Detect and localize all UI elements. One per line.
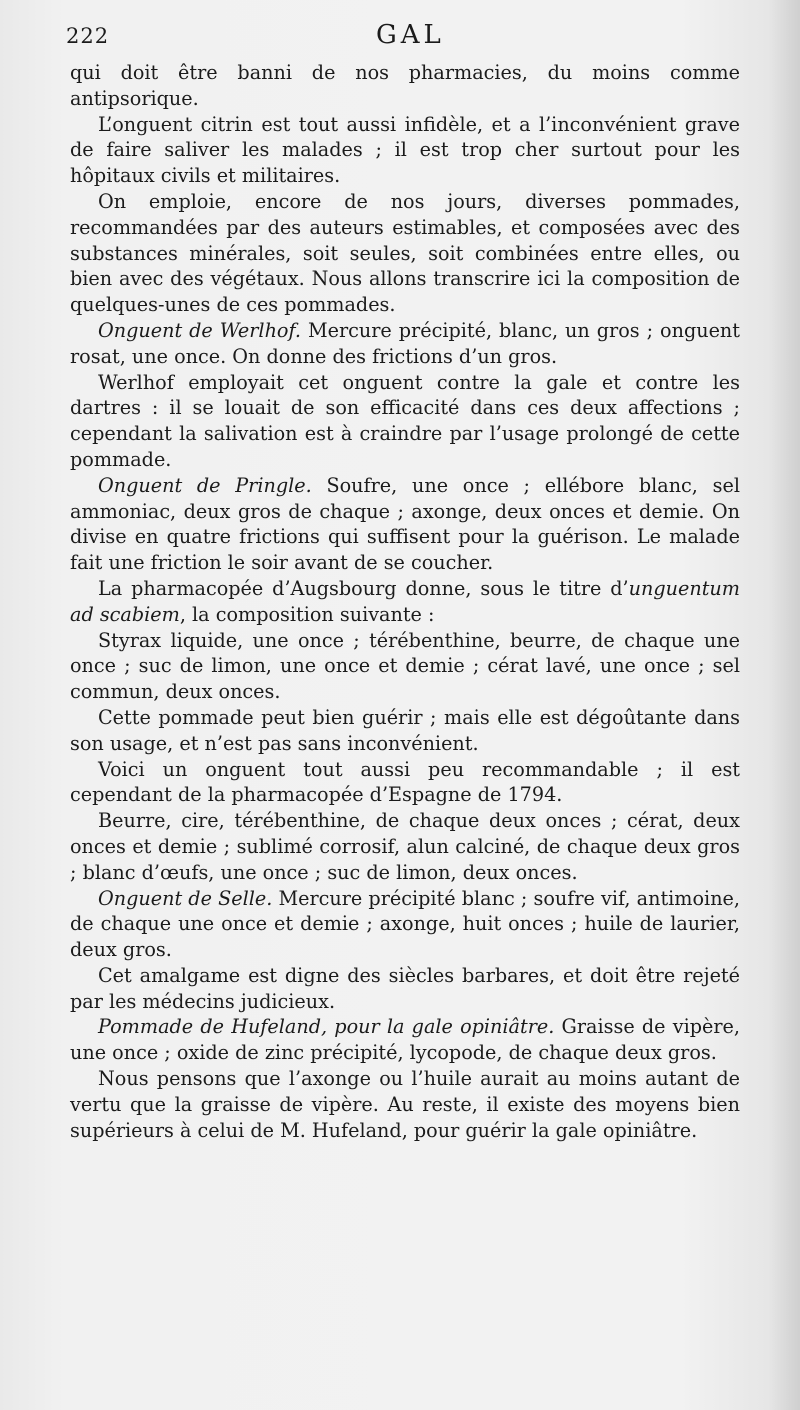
italic-heading: Onguent de Werlhof. bbox=[98, 318, 301, 342]
text-run: La pharmacopée d’Augsbourg donne, sous le titre d’ bbox=[98, 576, 629, 600]
body-text bbox=[70, 60, 740, 1143]
text-run: qui doit être banni de nos pharmacies, du moins comme antipsorique. bbox=[70, 61, 740, 110]
paragraph bbox=[70, 757, 740, 809]
text-run: Cette pommade peut bien guérir ; mais elle est dégoûtante dans son usage, et n’est pas sans inconvénient. bbox=[70, 705, 740, 755]
running-head: GAL bbox=[376, 20, 445, 50]
paragraph bbox=[70, 886, 740, 963]
text-run: L’onguent citrin est tout aussi infidèle, et a l’inconvénient grave de faire saliver les malades ; il est trop cher surtout pour les hôpitaux civils et militaires. bbox=[70, 112, 740, 188]
text-run: Cet amalgame est digne des siècles barbares, et doit être rejeté par les médecins judicieux. bbox=[70, 963, 740, 1013]
paragraph bbox=[70, 808, 740, 885]
text-run: Nous pensons que l’axonge ou l’huile aurait au moins autant de vertu que la graisse de vipère. Au reste, il existe des moyens bien supérieurs à celui de M. Hufeland, pour guérir la gale opiniâtre. bbox=[70, 1067, 740, 1142]
text-run: Beurre, cire, térébenthine, de chaque deux onces ; cérat, deux onces et demie ; sublimé corrosif, alun calciné, de chaque deux gros ; blanc d’œufs, une once ; suc de limon, deux onces. bbox=[70, 809, 740, 884]
paragraph bbox=[70, 189, 740, 318]
paragraph bbox=[70, 1014, 740, 1066]
paragraph bbox=[70, 60, 740, 112]
text-run: , la composition suivante : bbox=[179, 602, 435, 626]
text-run: Mercure précipité blanc ; soufre vif, antimoine, de chaque une once et demie ; axonge, huit onces ; huile de laurier, deux gros. bbox=[70, 886, 741, 962]
page-number: 222 bbox=[66, 24, 110, 48]
paragraph bbox=[70, 628, 740, 705]
paragraph bbox=[70, 318, 740, 370]
page-header bbox=[66, 20, 742, 50]
paragraph bbox=[70, 705, 740, 757]
paragraph bbox=[70, 1066, 740, 1143]
paragraph bbox=[70, 473, 740, 576]
text-run: Graisse de vipère, une once ; oxide de zinc précipité, lycopode, de chaque deux gros. bbox=[70, 1015, 740, 1065]
paragraph bbox=[70, 576, 740, 628]
text-run: Mercure précipité, blanc, un gros ; onguent rosat, une once. On donne des frictions d’un gros. bbox=[70, 318, 741, 368]
text-run: Soufre, une once ; ellébore blanc, sel ammoniac, deux gros de chaque ; axonge, deux onces et demie. On divise en quatre frictions qui suffisent pour la guérison. Le malade fait une friction le soir avant de se coucher. bbox=[70, 473, 740, 575]
paragraph bbox=[70, 370, 740, 473]
italic-heading: Onguent de Selle. bbox=[98, 886, 273, 910]
text-run: Voici un onguent tout aussi peu recommandable ; il est cependant de la pharmacopée d’Espagne de 1794. bbox=[70, 757, 740, 807]
italic-heading: Pommade de Hufeland, pour la gale opiniâtre. bbox=[98, 1015, 555, 1039]
paragraph bbox=[70, 112, 740, 189]
italic-heading: unguentum ad scabiem bbox=[70, 576, 740, 626]
text-run: Werlhof employait cet onguent contre la gale et contre les dartres : il se louait de son efficacité dans ces deux affections ; cependant la salivation est à craindre par l’usage prolongé de cette pommade. bbox=[70, 370, 740, 471]
italic-heading: Onguent de Pringle. bbox=[98, 473, 312, 497]
paragraph bbox=[70, 963, 740, 1015]
text-run: On emploie, encore de nos jours, diverses pommades, recommandées par des auteurs estimables, et composées avec des substances minérales, soit seules, soit combinées entre elles, ou bien avec des végétaux. Nous allons transcrire ici la composition de quelques-unes de ces pommades. bbox=[70, 189, 740, 317]
text-run: Styrax liquide, une once ; térébenthine, beurre, de chaque une once ; suc de limon, une once et demie ; cérat lavé, une once ; sel commun, deux onces. bbox=[70, 628, 740, 704]
